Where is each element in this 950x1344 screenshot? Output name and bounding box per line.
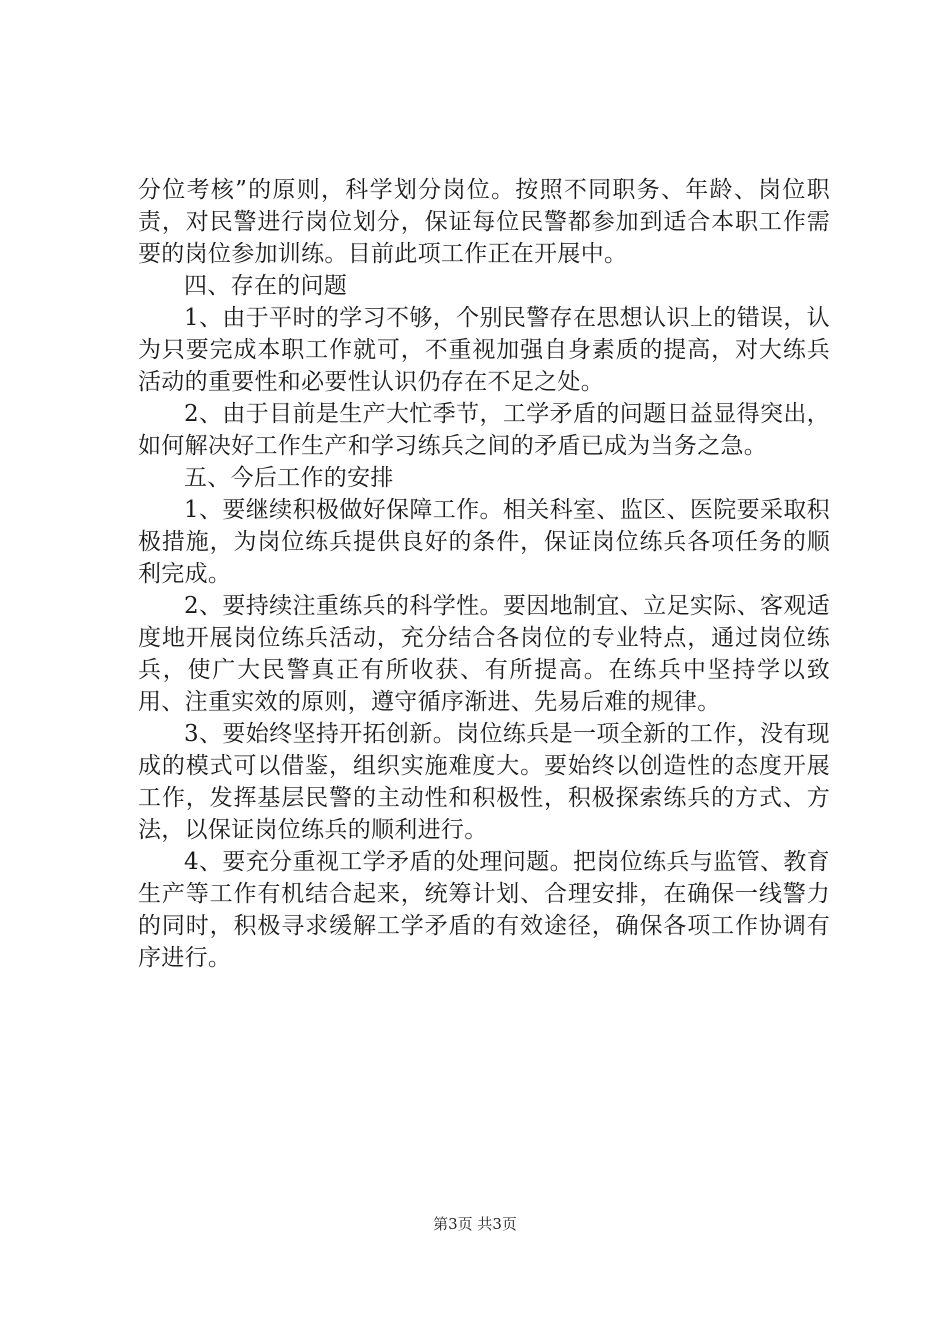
paragraph-plan-2: 2、要持续注重练兵的科学性。要因地制宜、立足实际、客观适度地开展岗位练兵活动，充分结合各岗位的专业特点，通过岗位练兵，使广大民警真正有所收获、有所提高。在练兵中坚持学以致用、注重实效的原则，遵守循序渐进、先易后难的规律。 [138, 593, 830, 715]
paragraph-plan-1: 1、要继续积极做好保障工作。相关科室、监区、医院要采取积极措施，为岗位练兵提供良好的条件，保证岗位练兵各项任务的顺利完成。 [138, 497, 830, 587]
paragraph-problem-2: 2、由于目前是生产大忙季节，工学矛盾的问题日益显得突出，如何解决好工作生产和学习练兵之间的矛盾已成为当务之急。 [138, 401, 830, 459]
paragraph-plan-3: 3、要始终坚持开拓创新。岗位练兵是一项全新的工作，没有现成的模式可以借鉴，组织实施难度大。要始终以创造性的态度开展工作，发挥基层民警的主动性和积极性，积极探索练兵的方式、方法，以保证岗位练兵的顺利进行。 [138, 721, 830, 843]
paragraph-plan-4: 4、要充分重视工学矛盾的处理问题。把岗位练兵与监管、教育生产等工作有机结合起来，统筹计划、合理安排，在确保一线警力的同时，积极寻求缓解工学矛盾的有效途径，确保各项工作协调有序进行。 [138, 849, 830, 971]
paragraph-continuation: 分位考核”的原则，科学划分岗位。按照不同职务、年龄、岗位职责，对民警进行岗位划分，保证每位民警都参加到适合本职工作需要的岗位参加训练。目前此项工作正在开展中。 [138, 177, 830, 267]
document-body [138, 174, 830, 974]
section-heading-problems: 四、存在的问题 [184, 273, 348, 299]
paragraph-problem-1: 1、由于平时的学习不够，个别民警存在思想认识上的错误，认为只要完成本职工作就可，不重视加强自身素质的提高，对大练兵活动的重要性和必要性认识仍存在不足之处。 [138, 305, 830, 395]
page-footer [0, 1214, 950, 1234]
page-number: 第3页 共3页 [433, 1215, 517, 1233]
section-heading-plans: 五、今后工作的安排 [184, 465, 394, 491]
